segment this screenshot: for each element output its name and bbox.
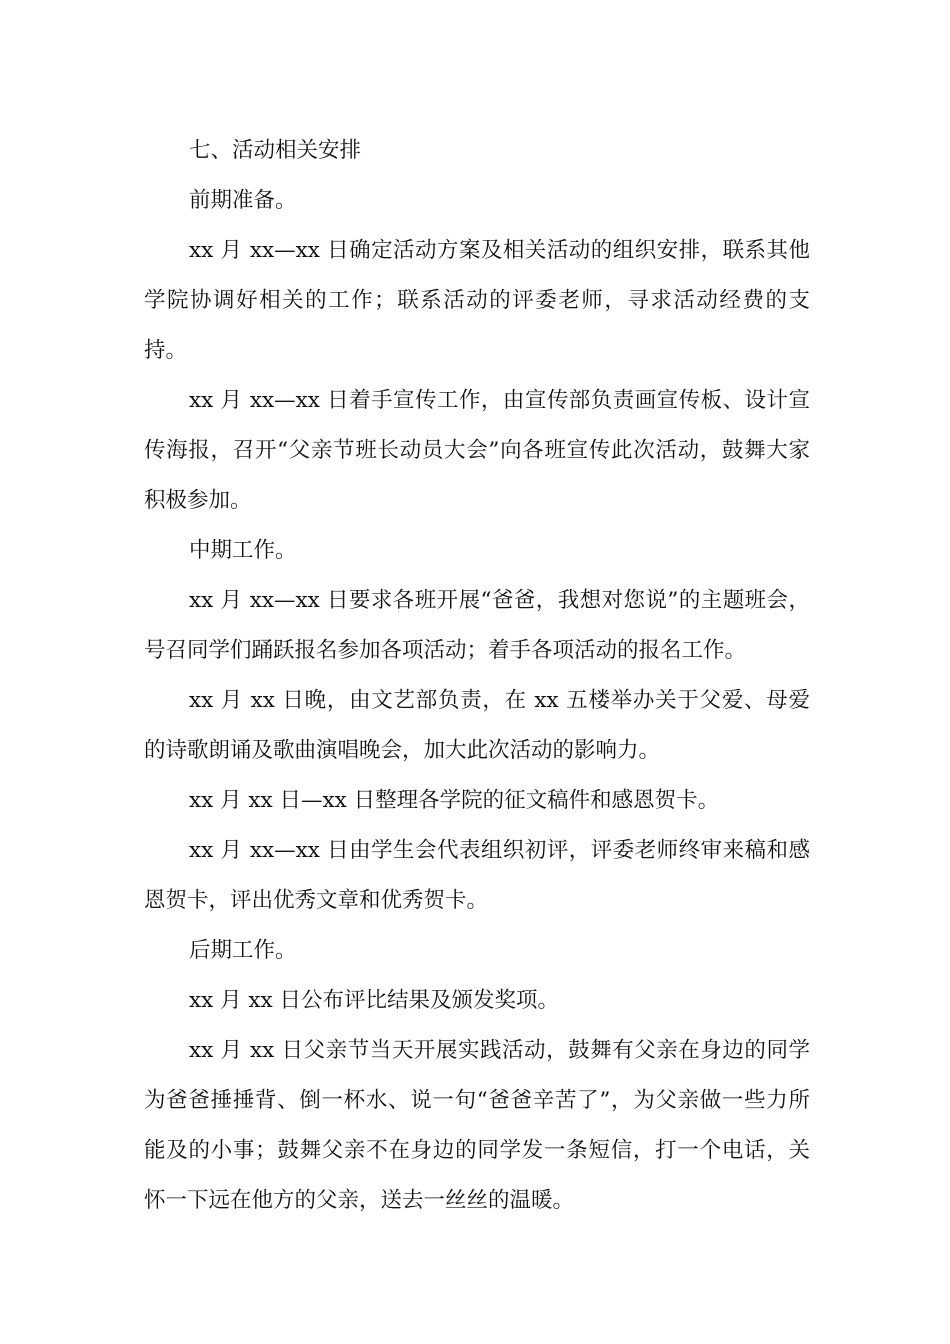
paragraph: xx 月 xx 日父亲节当天开展实践活动，鼓舞有父亲在身边的同学为爸爸捶捶背、倒一杯水、说一句“爸爸辛苦了”，为父亲做一些力所能及的小事；鼓舞父亲不在身边的同学发一条短信，打一个电话，关怀一下远在他方的父亲，送去一丝丝的温暖。 [144, 1038, 810, 1213]
paragraph: xx 月 xx—xx 日要求各班开展“爸爸，我想对您说”的主题班会，号召同学们踊跃报名参加各项活动；着手各项活动的报名工作。 [144, 588, 810, 663]
paragraph-late-work: 后期工作。 [189, 938, 297, 963]
paragraph-early-prep: 前期准备。 [189, 188, 297, 213]
paragraph: xx 月 xx 日—xx 日整理各学院的征文稿件和感恩贺卡。 [189, 788, 720, 813]
paragraph: xx 月 xx—xx 日由学生会代表组织初评，评委老师终审来稿和感恩贺卡，评出优秀文章和优秀贺卡。 [144, 838, 810, 913]
paragraph: xx 月 xx—xx 日确定活动方案及相关活动的组织安排，联系其他学院协调好相关的工作；联系活动的评委老师，寻求活动经费的支持。 [144, 238, 810, 363]
paragraph: xx 月 xx 日晚，由文艺部负责，在 xx 五楼举办关于父爱、母爱的诗歌朗诵及歌曲演唱晚会，加大此次活动的影响力。 [144, 688, 810, 763]
paragraph: xx 月 xx—xx 日着手宣传工作，由宣传部负责画宣传板、设计宣传海报，召开“父亲节班长动员大会”向各班宣传此次活动，鼓舞大家积极参加。 [144, 388, 810, 513]
paragraph: xx 月 xx 日公布评比结果及颁发奖项。 [189, 988, 560, 1013]
document-body [144, 126, 810, 1226]
paragraph-mid-work: 中期工作。 [189, 538, 297, 563]
section-heading: 七、活动相关安排 [189, 138, 362, 163]
